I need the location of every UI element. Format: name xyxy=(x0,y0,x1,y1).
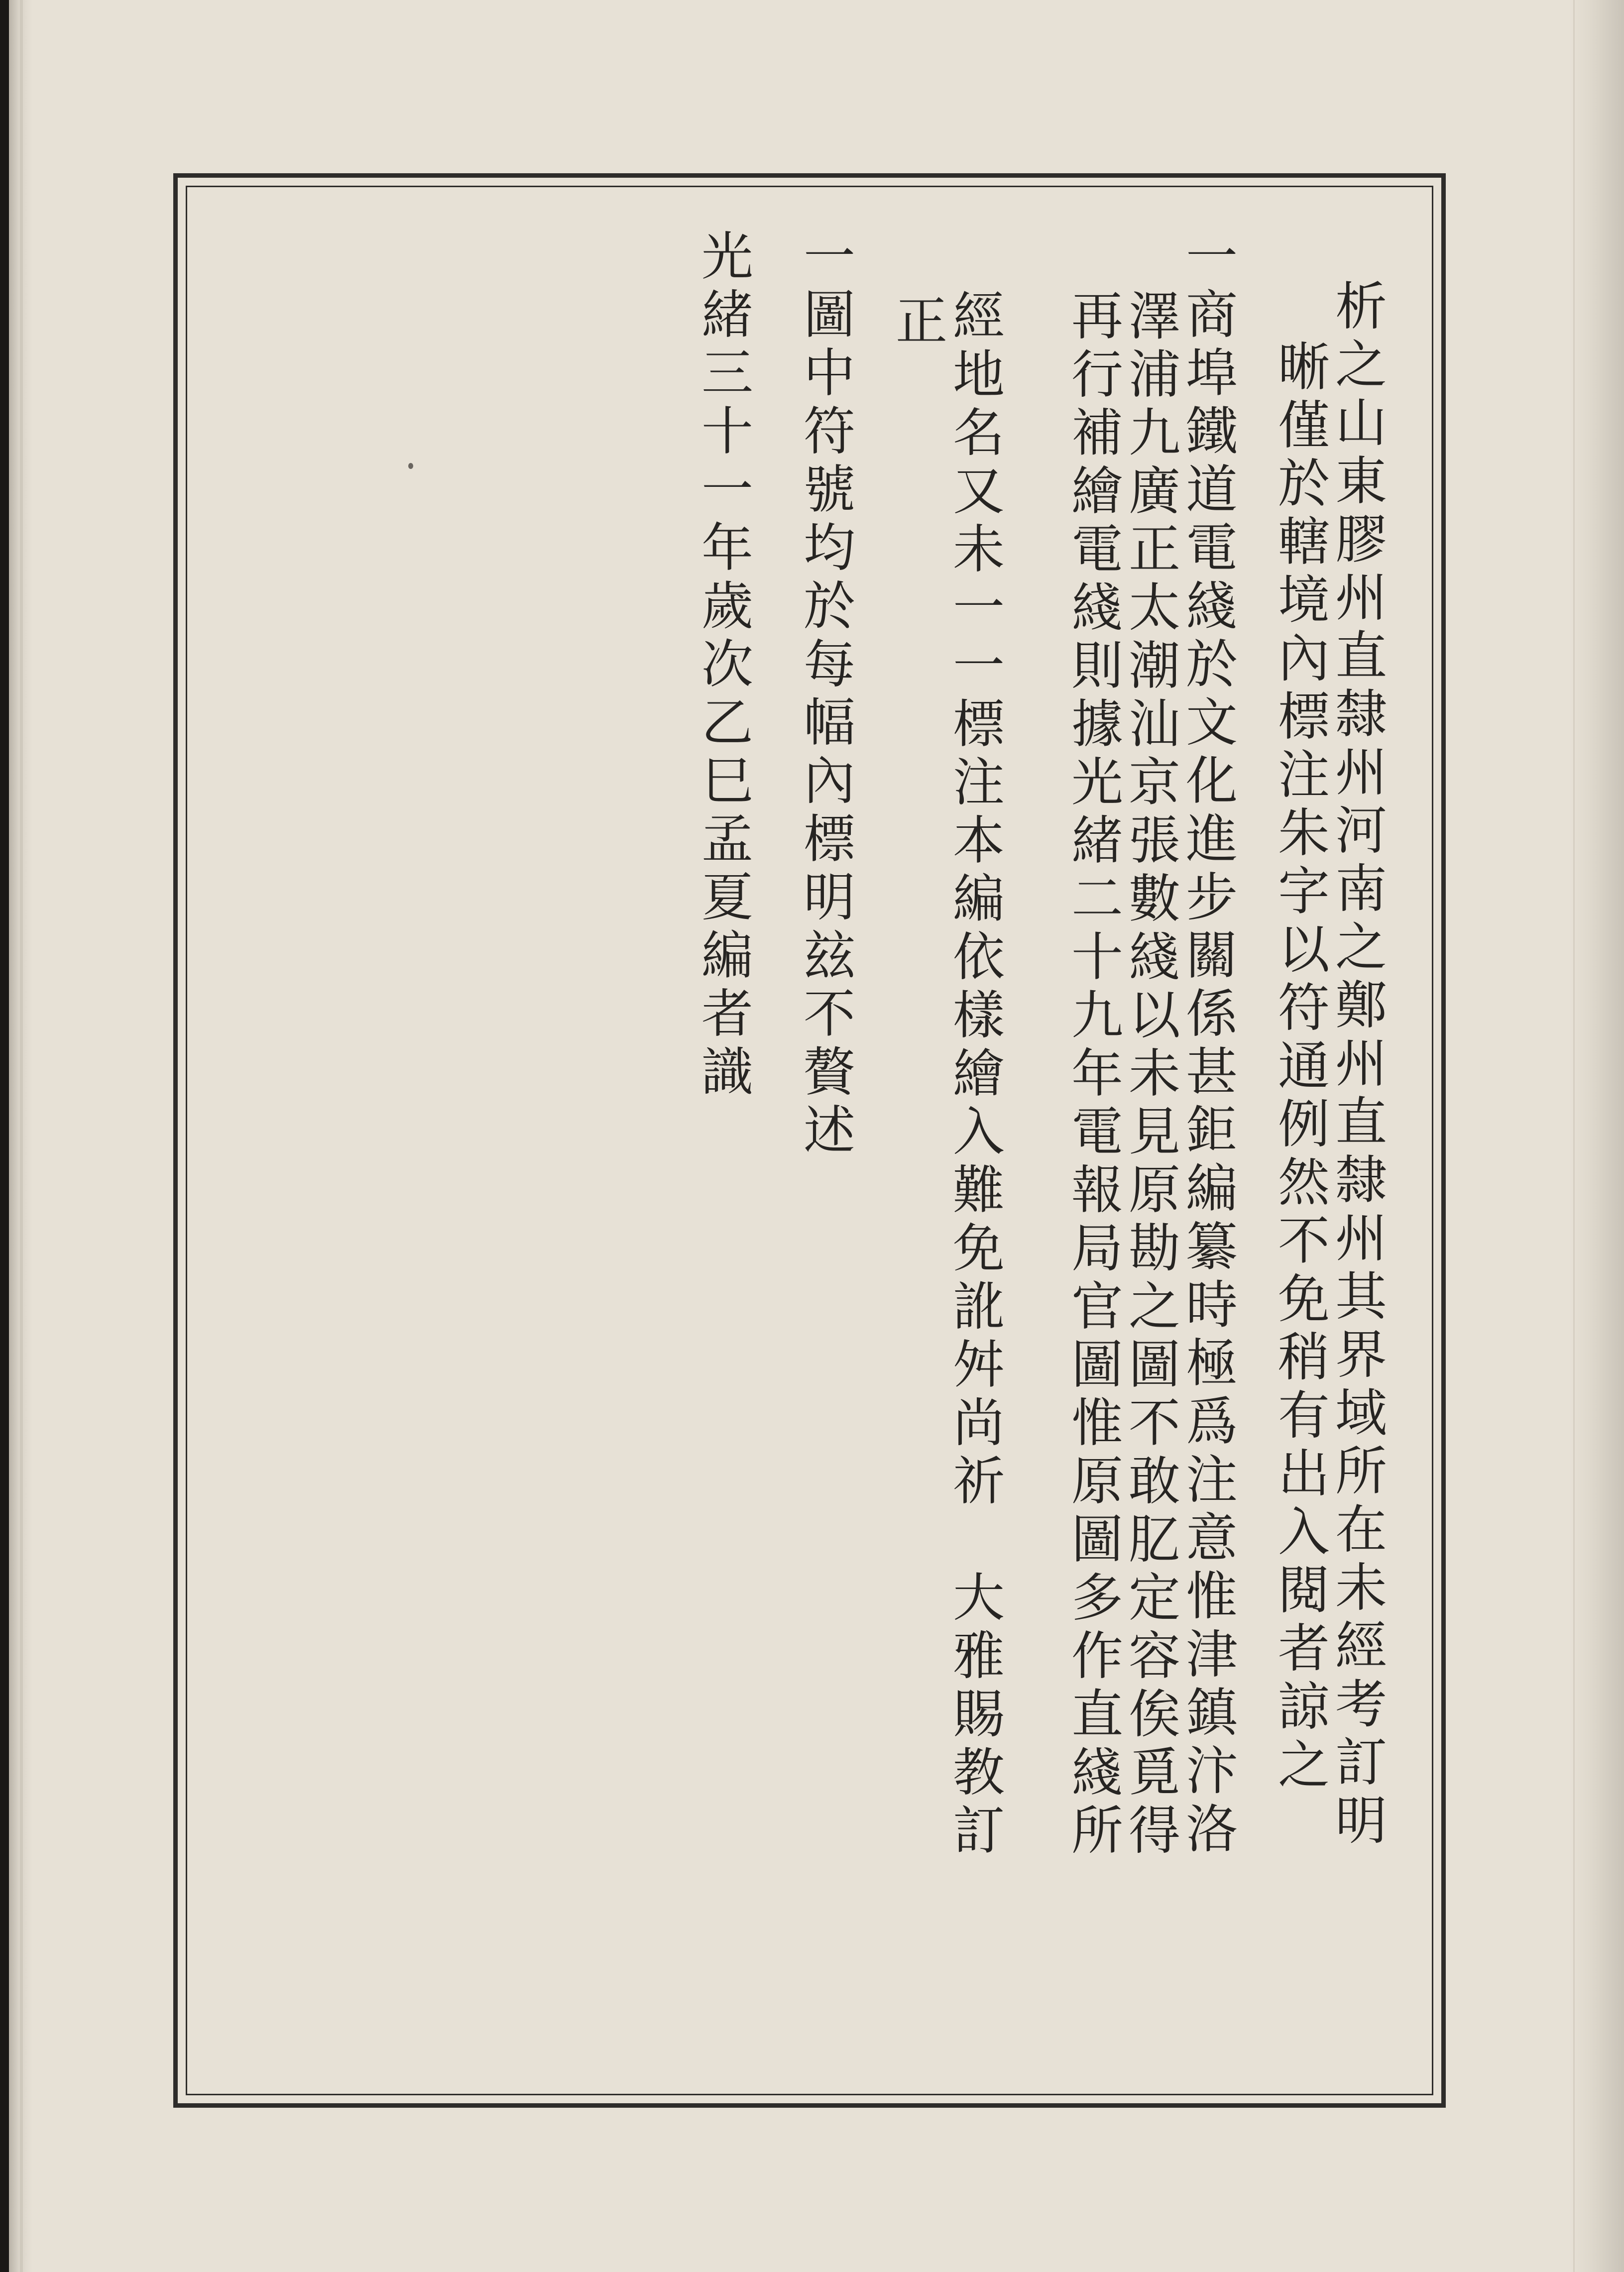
page-right-edge xyxy=(1569,0,1624,2272)
text-column-3: 一商埠鐵道電綫於文化進步關係甚鉅編纂時極爲注意惟津鎮汴洛 xyxy=(1177,229,1238,1860)
text-column-2: 晰僅於轄境內標注朱字以符通例然不免稍有出入閱者諒之 xyxy=(1269,340,1330,1796)
binding-fold-line xyxy=(20,0,23,2272)
ink-blot xyxy=(408,463,413,469)
text-column-9: 光緒三十一年歲次乙巳孟夏編者識 xyxy=(693,229,753,1103)
text-column-8: 一圖中符號均於每幅內標明玆不贅述 xyxy=(795,229,855,1161)
text-column-5: 再行補繪電綫則據光緒二十九年電報局官圖惟原圖多作直綫所 xyxy=(1062,289,1123,1861)
text-column-6: 經地名又未一一標注本編依樣繪入難免訛舛尚祈 大雅賜教訂 xyxy=(944,289,1005,1861)
binding-edge xyxy=(0,0,9,2272)
text-column-7: 正 xyxy=(887,294,947,352)
text-column-1: 析之山東膠州直隸州河南之鄭州直隸州其界域所在未經考訂明 xyxy=(1326,279,1387,1851)
page-edge-line xyxy=(1573,0,1575,2272)
text-column-4: 澤浦九廣正太潮汕京張數綫以未見原勘之圖不敢肊定容俟覓得 xyxy=(1120,289,1180,1861)
